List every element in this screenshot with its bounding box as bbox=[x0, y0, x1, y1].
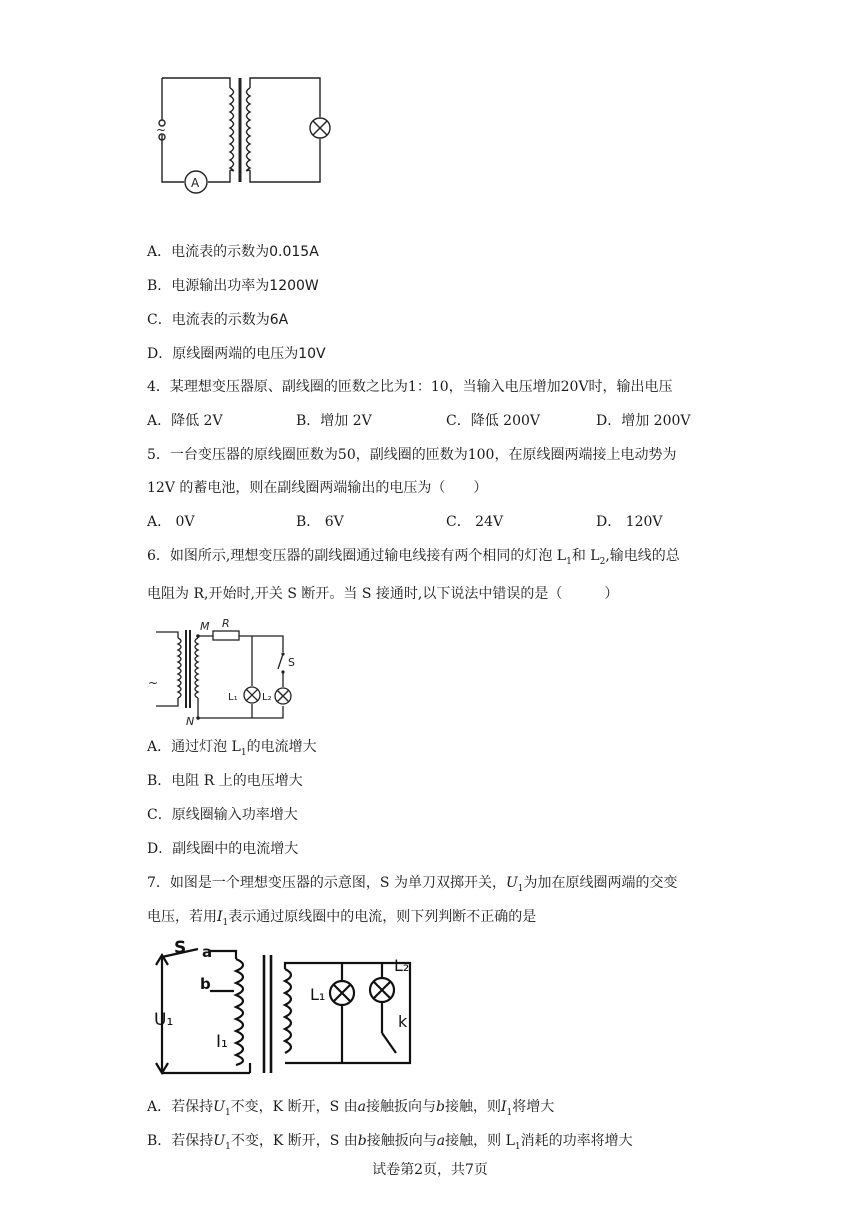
q3-option-b: B．电源输出功率为1200W bbox=[147, 278, 319, 294]
q5-option-a: A． 0V bbox=[147, 514, 195, 530]
q6-s-label: S bbox=[288, 656, 295, 669]
q5-option-b: B． 6V bbox=[296, 514, 344, 530]
q6-m-label: M bbox=[200, 620, 210, 633]
q7-l2-label: L₂ bbox=[394, 956, 410, 975]
q6-ac-symbol: ~ bbox=[148, 676, 159, 690]
q4-option-c: C．降低 200V bbox=[446, 413, 540, 429]
q7-stem-line1: 7．如图是一个理想变压器的示意图，S 为单刀双掷开关，$U_1$为加在原线圈两端的交变 bbox=[147, 875, 678, 894]
q6-option-a: A．通过灯泡 $L_1$的电流增大 bbox=[147, 739, 317, 758]
q4-stem: 4．某理想变压器原、副线圈的匝数之比为1：10，当输入电压增加20V时，输出电压 bbox=[147, 379, 673, 395]
q3-option-d: D．原线圈两端的电压为10V bbox=[147, 346, 326, 362]
figure-q3-transformer bbox=[150, 70, 340, 195]
q6-option-b: B．电阻 R 上的电压增大 bbox=[147, 773, 303, 789]
q6-option-d: D．副线圈中的电流增大 bbox=[147, 841, 299, 857]
q5-option-c: C． 24V bbox=[446, 514, 504, 530]
q7-b-label: b bbox=[200, 975, 211, 993]
ammeter-label: A bbox=[191, 176, 200, 190]
q6-r-label: R bbox=[222, 617, 230, 630]
q7-a-label: a bbox=[202, 943, 213, 961]
q7-l1-label: L₁ bbox=[310, 985, 326, 1004]
q4-option-d: D．增加 200V bbox=[596, 413, 691, 429]
q3-option-a: A．电流表的示数为0.015A bbox=[147, 244, 319, 260]
q7-option-b: B．若保持$U_1$不变，K 断开，S 由b接触扳向与a接触，则 $L_1$消耗的功率将增大 bbox=[147, 1133, 633, 1152]
q5-stem-line1: 5．一台变压器的原线圈匝数为50，副线圈的匝数为100，在原线圈两端接上电动势为 bbox=[147, 447, 677, 463]
q6-l2-label: L₂ bbox=[262, 692, 272, 703]
q6-stem-line2: 电阻为 R,开始时,开关 S 断开。当 S 接通时,以下说法中错误的是（ ） bbox=[147, 586, 619, 602]
q6-l1-label: L₁ bbox=[228, 692, 238, 703]
q5-stem-line2: 12V 的蓄电池，则在副线圈两端输出的电压为（ ） bbox=[147, 480, 488, 496]
figure-q6-circuit bbox=[148, 614, 308, 726]
q7-u1-label: U₁ bbox=[154, 1010, 174, 1030]
q7-k-label: k bbox=[398, 1012, 408, 1031]
q5-option-d: D． 120V bbox=[596, 514, 663, 530]
q7-s-label: S bbox=[174, 938, 187, 958]
q4-option-b: B．增加 2V bbox=[296, 413, 372, 429]
q6-n-label: N bbox=[186, 715, 195, 726]
q7-i1-label: I₁ bbox=[216, 1032, 228, 1052]
figure-q7-transformer bbox=[150, 935, 420, 1085]
q7-stem-line2: 电压，若用$I_1$表示通过原线圈中的电流，则下列判断不正确的是 bbox=[147, 909, 537, 928]
ac-source-symbol: ~ bbox=[156, 123, 167, 137]
page-footer: 试卷第2页，共7页 bbox=[372, 1162, 488, 1178]
q6-stem-line1: 6．如图所示,理想变压器的副线圈通过输电线接有两个相同的灯泡 $L_1$和 $L_2$,输电线的总 bbox=[147, 548, 680, 567]
q3-option-c: C．电流表的示数为6A bbox=[147, 312, 289, 328]
q7-option-a: A．若保持$U_1$不变，K 断开，S 由a接触扳向与b接触，则$I_1$将增大 bbox=[147, 1099, 555, 1118]
q6-option-c: C．原线圈输入功率增大 bbox=[147, 807, 298, 823]
q4-option-a: A．降低 2V bbox=[147, 413, 223, 429]
